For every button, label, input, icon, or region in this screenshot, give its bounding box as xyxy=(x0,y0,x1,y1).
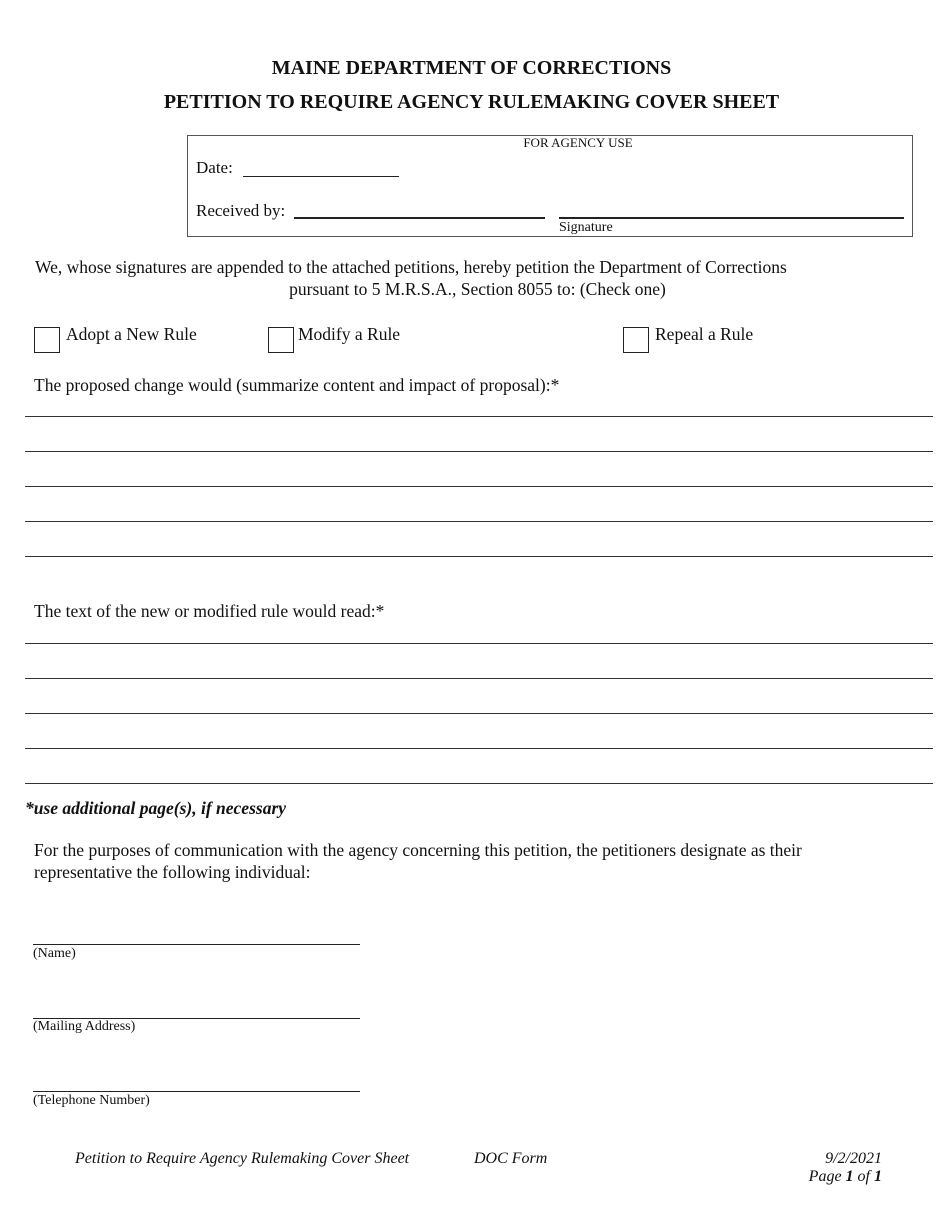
footer-date: 9/2/2021 xyxy=(825,1150,882,1167)
mailing-address-label: (Mailing Address) xyxy=(33,1019,136,1034)
rule-text-line-1[interactable] xyxy=(25,643,933,644)
proposed-change-line-5[interactable] xyxy=(25,556,933,557)
page-current: 1 xyxy=(845,1168,854,1185)
rule-text-line-5[interactable] xyxy=(25,783,933,784)
date-label: Date: xyxy=(196,158,233,177)
telephone-label: (Telephone Number) xyxy=(33,1093,150,1108)
page-title: MAINE DEPARTMENT OF CORRECTIONS xyxy=(271,57,672,79)
page-word: Page xyxy=(808,1168,846,1185)
proposed-change-label: The proposed change would (summarize content and impact of proposal):* xyxy=(34,375,560,395)
page-total: 1 xyxy=(874,1168,882,1185)
repeal-rule-checkbox[interactable] xyxy=(623,327,649,353)
footer-page-number xyxy=(809,1168,882,1186)
form-title: PETITION TO REQUIRE AGENCY RULEMAKING COVER SHEET xyxy=(163,91,780,113)
rule-text-label: The text of the new or modified rule would read:* xyxy=(34,601,385,621)
proposed-change-line-4[interactable] xyxy=(25,521,933,522)
signature-label: Signature xyxy=(559,220,613,235)
rule-text-line-2[interactable] xyxy=(25,678,933,679)
adopt-rule-checkbox[interactable] xyxy=(34,327,60,353)
additional-pages-note: *use additional page(s), if necessary xyxy=(25,798,287,818)
proposed-change-line-2[interactable] xyxy=(25,451,933,452)
proposed-change-line-3[interactable] xyxy=(25,486,933,487)
modify-rule-checkbox[interactable] xyxy=(268,327,294,353)
intro-line-1: We, whose signatures are appended to the attached petitions, hereby petition the Department of Corrections xyxy=(35,257,787,277)
agency-use-heading: FOR AGENCY USE xyxy=(523,135,633,150)
rule-text-line-3[interactable] xyxy=(25,713,933,714)
date-field[interactable] xyxy=(243,176,399,177)
signature-field[interactable] xyxy=(559,217,904,219)
repeal-rule-label: Repeal a Rule xyxy=(655,324,754,344)
representative-line-1: For the purposes of communication with the agency concerning this petition, the petitioners designate as their xyxy=(34,840,802,860)
proposed-change-line-1[interactable] xyxy=(25,416,933,417)
modify-rule-label: Modify a Rule xyxy=(298,324,401,344)
footer-form-code: DOC Form xyxy=(474,1150,548,1167)
footer-form-title: Petition to Require Agency Rulemaking Cover Sheet xyxy=(75,1150,410,1167)
adopt-rule-label: Adopt a New Rule xyxy=(66,324,197,344)
name-field[interactable] xyxy=(33,944,360,945)
received-by-field[interactable] xyxy=(294,217,545,219)
of-word: of xyxy=(853,1168,874,1185)
intro-line-2: pursuant to 5 M.R.S.A., Section 8055 to: (Check one) xyxy=(289,279,666,299)
telephone-field[interactable] xyxy=(33,1091,360,1092)
representative-line-2: representative the following individual: xyxy=(34,862,311,882)
received-by-label: Received by: xyxy=(196,201,286,220)
rule-text-line-4[interactable] xyxy=(25,748,933,749)
name-label: (Name) xyxy=(33,946,76,961)
